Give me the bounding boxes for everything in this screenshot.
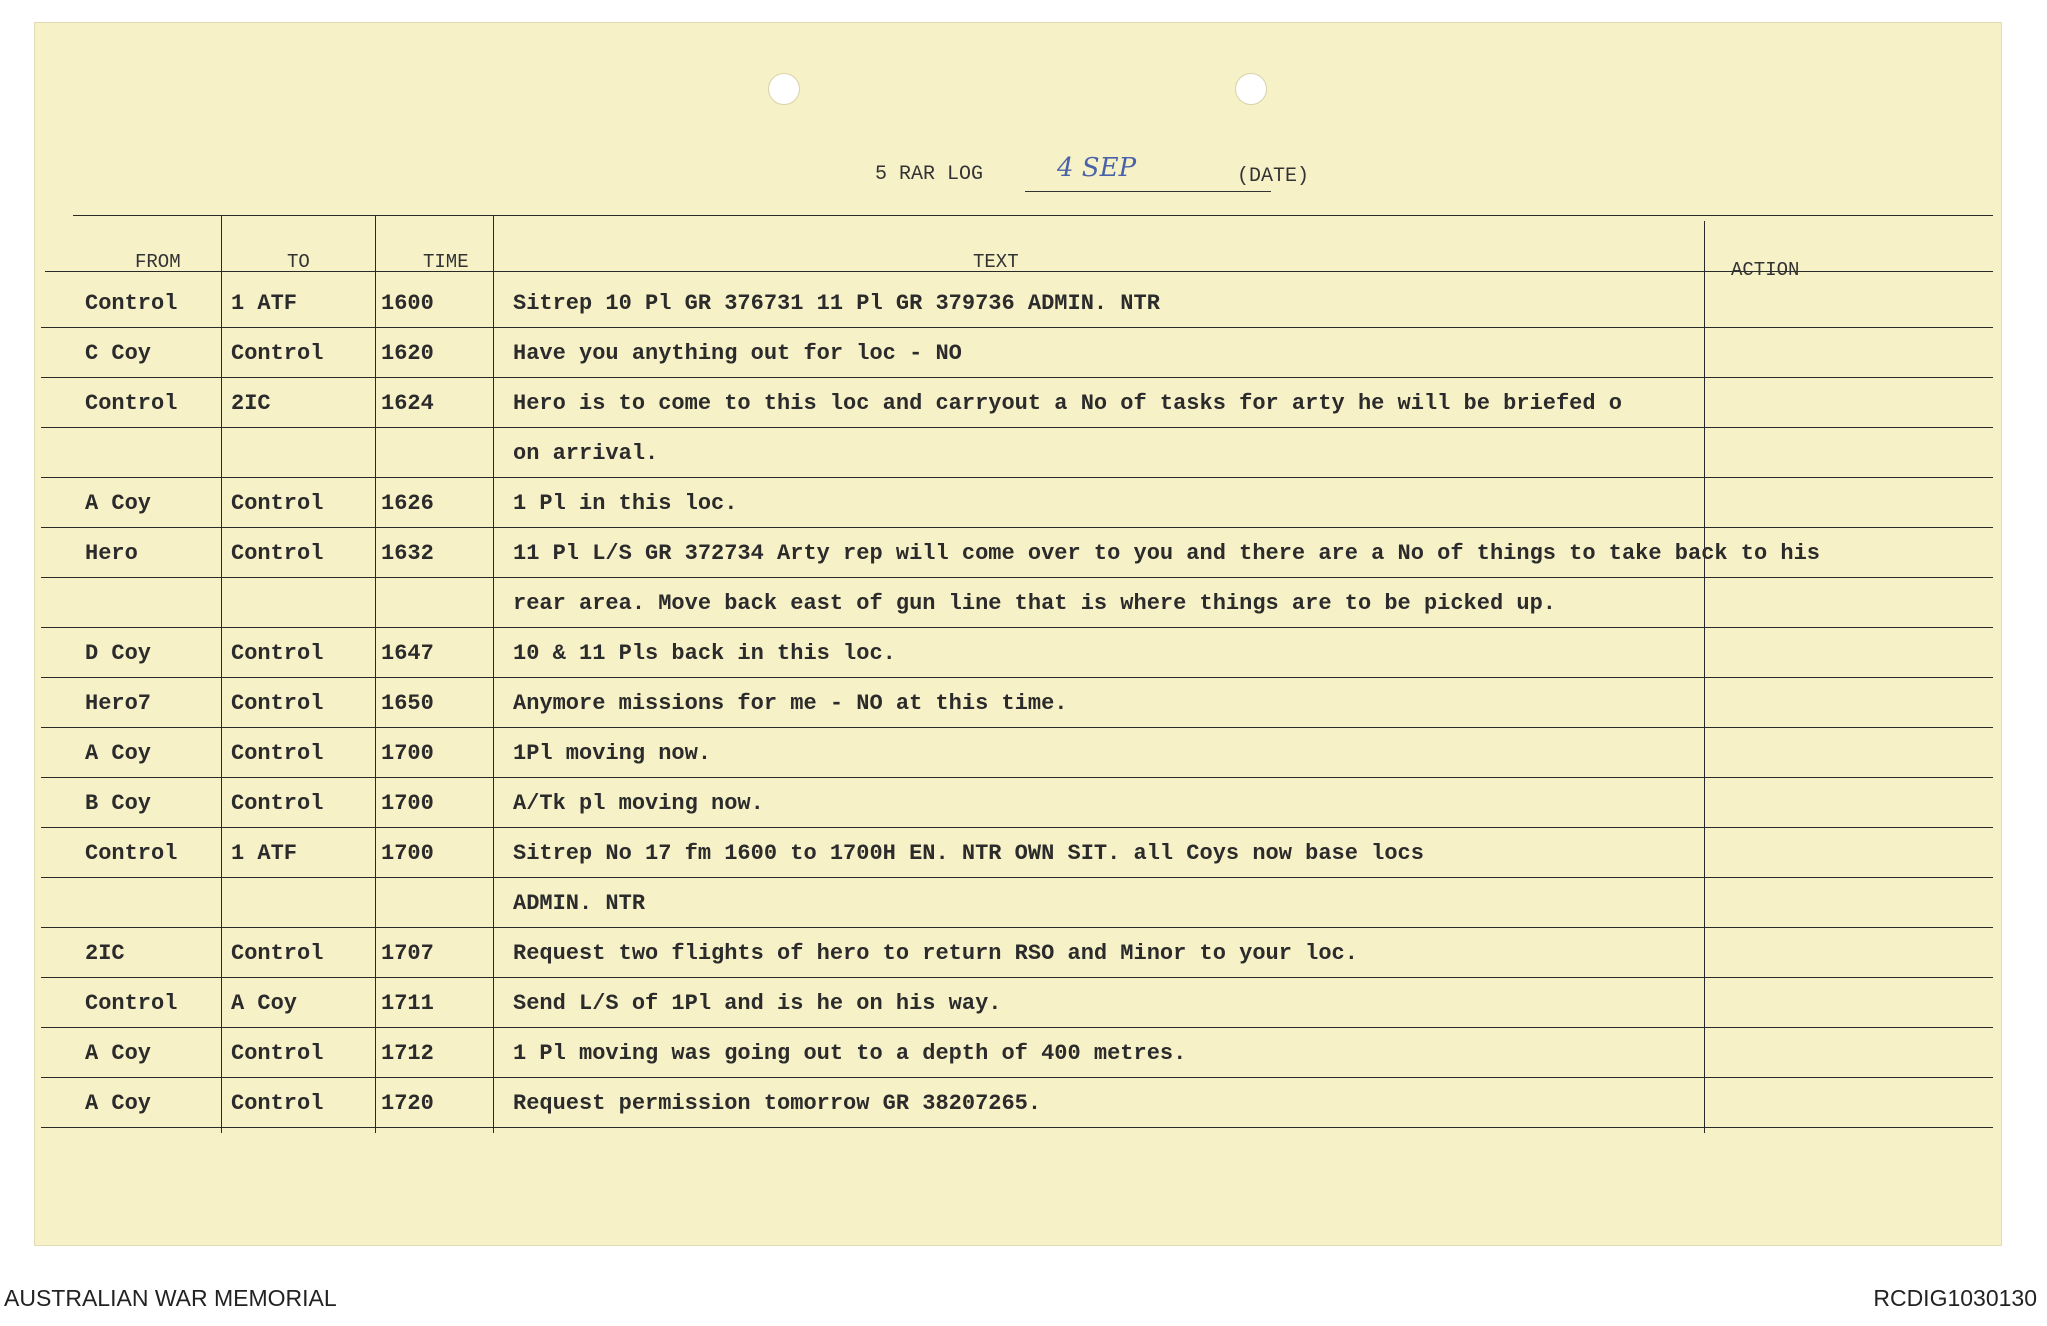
cell-to: Control	[231, 491, 324, 516]
cell-text: Hero is to come to this loc and carryout a No of tasks for arty he will be briefed o	[513, 391, 1622, 416]
row-rule	[41, 977, 1993, 978]
footer-archive-name: AUSTRALIAN WAR MEMORIAL	[4, 1285, 337, 1311]
row-rule	[41, 577, 1993, 578]
column-header-text: TEXT	[973, 251, 1019, 273]
cell-from: Control	[85, 841, 178, 866]
header-rule	[45, 271, 1993, 272]
row-rule	[41, 477, 1993, 478]
cell-to: Control	[231, 691, 324, 716]
cell-text: Request two flights of hero to return RSO and Minor to your loc.	[513, 941, 1358, 966]
row-rule	[41, 677, 1993, 678]
row-rule	[41, 327, 1993, 328]
cell-to: A Coy	[231, 991, 298, 1016]
cell-text: Anymore missions for me - NO at this time.	[513, 691, 1068, 716]
cell-time: 1711	[381, 991, 434, 1016]
cell-to: Control	[231, 741, 324, 766]
cell-time: 1720	[381, 1091, 434, 1116]
cell-from: A Coy	[85, 1091, 152, 1116]
cell-to: Control	[231, 641, 324, 666]
row-rule	[41, 1127, 1993, 1128]
row-rule	[41, 527, 1993, 528]
table-top-rule	[73, 215, 1993, 216]
row-rule	[41, 877, 1993, 878]
cell-text: Send L/S of 1Pl and is he on his way.	[513, 991, 1002, 1016]
cell-time: 1700	[381, 791, 434, 816]
cell-text: 1 Pl in this loc.	[513, 491, 738, 516]
cell-from: 2IC	[85, 941, 125, 966]
date-label: (DATE)	[1237, 165, 1310, 188]
cell-from: Control	[85, 391, 178, 416]
cell-time: 1700	[381, 741, 434, 766]
row-rule	[41, 927, 1993, 928]
cell-to: Control	[231, 791, 324, 816]
cell-text: Have you anything out for loc - NO	[513, 341, 962, 366]
cell-time: 1647	[381, 641, 434, 666]
row-rule	[41, 1077, 1993, 1078]
cell-from: A Coy	[85, 1041, 152, 1066]
cell-to: 1 ATF	[231, 291, 298, 316]
column-header-to: TO	[287, 251, 310, 273]
column-divider	[375, 215, 376, 1133]
column-header-action: ACTION	[1731, 259, 1800, 281]
cell-to: Control	[231, 941, 324, 966]
log-title: 5 RAR LOG	[875, 163, 984, 186]
cell-time: 1700	[381, 841, 434, 866]
cell-time: 1632	[381, 541, 434, 566]
row-rule	[41, 1027, 1993, 1028]
row-rule	[41, 627, 1993, 628]
cell-to: Control	[231, 541, 324, 566]
cell-from: B Coy	[85, 791, 152, 816]
column-header-time: TIME	[423, 251, 469, 273]
column-header-from: FROM	[135, 251, 181, 273]
cell-from: Control	[85, 291, 178, 316]
cell-time: 1600	[381, 291, 434, 316]
cell-to: Control	[231, 341, 324, 366]
handwritten-date: 4 SEP	[1057, 153, 1137, 183]
cell-from: A Coy	[85, 741, 152, 766]
column-divider	[493, 215, 494, 1133]
cell-text: Request permission tomorrow GR 38207265.	[513, 1091, 1042, 1116]
cell-from: C Coy	[85, 341, 152, 366]
row-rule	[41, 777, 1993, 778]
cell-to: Control	[231, 1041, 324, 1066]
cell-time: 1650	[381, 691, 434, 716]
cell-from: Hero7	[85, 691, 152, 716]
log-sheet	[34, 22, 2002, 1246]
row-rule	[41, 727, 1993, 728]
date-underline	[1025, 191, 1271, 192]
cell-text: on arrival.	[513, 441, 659, 466]
punch-hole	[1235, 73, 1267, 105]
cell-text: Sitrep 10 Pl GR 376731 11 Pl GR 379736 ADMIN. NTR	[513, 291, 1160, 316]
cell-to: 2IC	[231, 391, 271, 416]
cell-to: 1 ATF	[231, 841, 298, 866]
row-rule	[41, 827, 1993, 828]
cell-text: 10 & 11 Pls back in this loc.	[513, 641, 896, 666]
cell-from: Hero	[85, 541, 138, 566]
cell-text: 1Pl moving now.	[513, 741, 712, 766]
cell-from: D Coy	[85, 641, 152, 666]
cell-from: Control	[85, 991, 178, 1016]
cell-text: Sitrep No 17 fm 1600 to 1700H EN. NTR OWN SIT. all Coys now base locs	[513, 841, 1424, 866]
cell-text: ADMIN. NTR	[513, 891, 646, 916]
cell-time: 1624	[381, 391, 434, 416]
row-rule	[41, 377, 1993, 378]
cell-time: 1712	[381, 1041, 434, 1066]
column-divider	[221, 215, 222, 1133]
footer-reference-id: RCDIG1030130	[1873, 1285, 2037, 1311]
cell-text: A/Tk pl moving now.	[513, 791, 764, 816]
cell-time: 1620	[381, 341, 434, 366]
row-rule	[41, 427, 1993, 428]
cell-text: 11 Pl L/S GR 372734 Arty rep will come over to you and there are a No of things to take back to his	[513, 541, 1821, 566]
cell-text: 1 Pl moving was going out to a depth of 400 metres.	[513, 1041, 1187, 1066]
cell-time: 1707	[381, 941, 434, 966]
cell-text: rear area. Move back east of gun line that is where things are to be picked up.	[513, 591, 1556, 616]
cell-to: Control	[231, 1091, 324, 1116]
punch-hole	[768, 73, 800, 105]
cell-time: 1626	[381, 491, 434, 516]
cell-from: A Coy	[85, 491, 152, 516]
